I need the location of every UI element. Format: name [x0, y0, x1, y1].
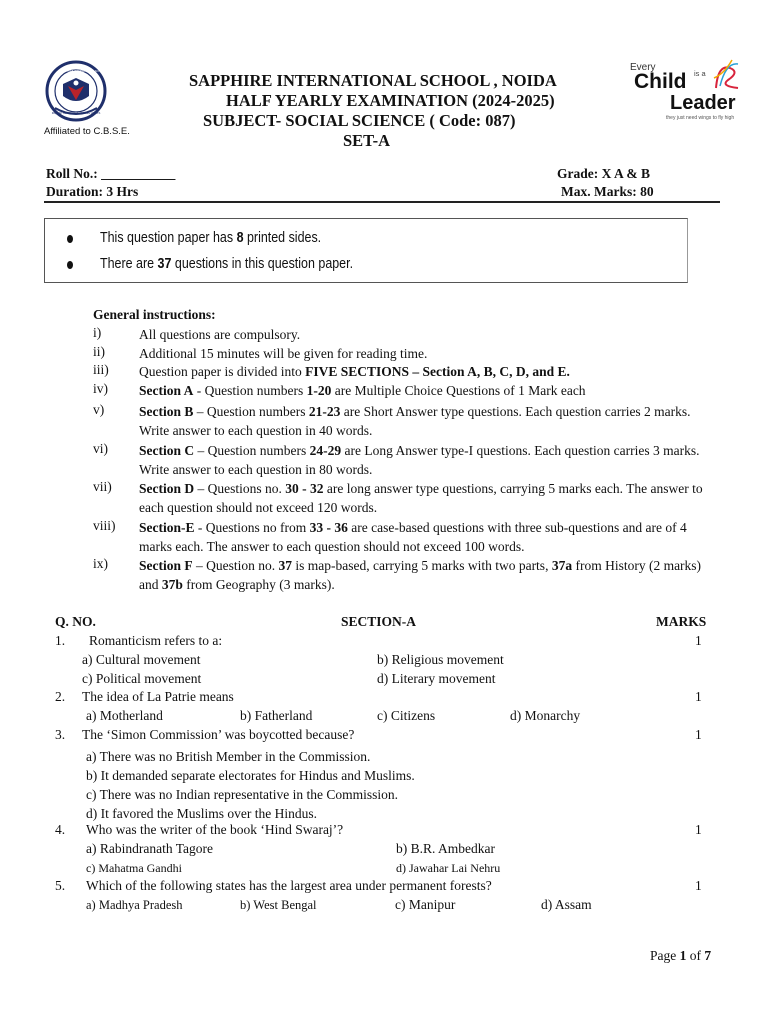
option-d: d) Assam	[541, 897, 592, 912]
instruction-text	[139, 479, 719, 517]
instruction-body: – Questions no.	[194, 481, 286, 496]
school-logo	[45, 60, 107, 124]
instruction-body: are Short Answer type questions. Each question carries 2 marks. Write answer to each question in 40 words.	[139, 404, 691, 438]
brand-child: Child	[634, 70, 687, 93]
info-line-pages	[100, 230, 321, 246]
instruction-bold: 37	[278, 558, 292, 573]
option-d: d) Monarchy	[510, 708, 581, 723]
option-b: b) Fatherland	[240, 708, 313, 723]
instruction-body: are Long Answer type-I questions. Each question carries 3 marks. Write answer to each question in 80 words.	[139, 443, 700, 477]
question-marks: 1	[695, 689, 702, 704]
question-marks: 1	[695, 633, 702, 648]
question-text: Who was the writer of the book ‘Hind Swaraj’?	[86, 822, 344, 837]
option-c: c) There was no Indian representative in the Commission.	[86, 787, 399, 802]
instruction-bold: 33 - 36	[309, 520, 348, 535]
logo-motto: INQUISITIVE MINDS & ABIDING VALUES	[51, 112, 101, 115]
logo-ring-text: SAPPHIRE INTERNATIONAL SCHOOL	[61, 70, 106, 73]
instruction-number: vi)	[93, 441, 108, 456]
qno-header: Q. NO.	[55, 614, 96, 629]
page-current: 1	[679, 948, 687, 963]
instruction-number: i)	[93, 325, 102, 340]
bullet-icon	[67, 261, 73, 269]
instruction-body: from Geography (3 marks).	[182, 577, 335, 592]
option-a: a) Motherland	[86, 708, 163, 723]
instruction-text	[139, 441, 719, 479]
instruction-bold: 1-20	[306, 383, 332, 398]
info-line2-bold: 37	[157, 256, 172, 272]
instruction-body: are case-based questions with three sub-questions and are of 4 marks each. The answer to each question should not exceed 100 words.	[139, 520, 687, 554]
option-a: a) Rabindranath Tagore	[86, 841, 214, 856]
option-b: b) It demanded separate electorates for Hindus and Muslims.	[86, 768, 415, 783]
max-marks-label: Max. Marks: 80	[561, 184, 654, 199]
question-number: 5.	[55, 878, 66, 893]
instruction-number: iii)	[93, 362, 109, 377]
info-line1-pre: This question paper has	[100, 230, 237, 246]
instruction-text	[139, 556, 719, 594]
question-marks: 1	[695, 822, 702, 837]
brand-every: Every	[630, 62, 656, 73]
instruction-text	[139, 518, 719, 556]
brand-logo	[630, 58, 742, 124]
instruction-bold: 30 - 32	[285, 481, 324, 496]
info-line2-pre: There are	[100, 256, 158, 272]
question-text: Which of the following states has the largest area under permanent forests?	[86, 878, 492, 893]
option-c: c) Manipur	[395, 897, 456, 912]
header-divider	[44, 201, 720, 203]
instruction-body: Additional 15 minutes will be given for reading time.	[139, 346, 428, 361]
instruction-body: – Question numbers	[194, 443, 310, 458]
instructions-title: General instructions:	[93, 307, 216, 322]
page-pre: Page	[650, 948, 680, 963]
option-c: c) Political movement	[82, 671, 202, 686]
info-line1-post: printed sides.	[243, 230, 322, 246]
instruction-number: ii)	[93, 344, 105, 359]
instruction-number: iv)	[93, 381, 108, 396]
page-number	[650, 948, 711, 964]
question-marks: 1	[695, 878, 702, 893]
brand-isa: is a	[694, 69, 706, 78]
option-d: d) Jawahar Lai Nehru	[396, 861, 501, 875]
bullet-icon	[67, 235, 73, 243]
instruction-body: All questions are compulsory.	[139, 327, 301, 342]
instruction-text	[139, 325, 719, 344]
instruction-body: Question paper is divided into	[139, 364, 306, 379]
instruction-bold: Section B	[139, 404, 194, 419]
option-b: b) West Bengal	[240, 898, 317, 912]
instruction-body: from History (2 marks) and	[139, 558, 702, 592]
info-box	[44, 218, 688, 283]
option-c: c) Citizens	[377, 708, 436, 723]
page-mid: of	[686, 948, 705, 963]
question-text: The idea of La Patrie means	[82, 689, 234, 704]
instruction-number: vii)	[93, 479, 112, 494]
instruction-body: - Questions no from	[194, 520, 310, 535]
instruction-bold: 21-23	[308, 404, 341, 419]
question-number: 2.	[55, 689, 66, 704]
instruction-number: viii)	[93, 518, 116, 533]
instruction-body: - Question numbers	[193, 383, 307, 398]
instruction-number: v)	[93, 402, 105, 417]
brand-ribbon-icon	[712, 58, 742, 92]
brand-leader: Leader	[670, 92, 736, 114]
marks-header: MARKS	[656, 614, 707, 629]
subject-title: SUBJECT- SOCIAL SCIENCE ( Code: 087)	[203, 111, 516, 130]
instruction-bold: Section A	[139, 383, 194, 398]
affiliation-text: Affiliated to C.B.S.E.	[44, 126, 130, 137]
instruction-bold: Section F	[139, 558, 193, 573]
instruction-body: are Multiple Choice Questions of 1 Mark each	[331, 383, 586, 398]
question-marks: 1	[695, 727, 702, 742]
roll-number-label: Roll No.: ___________	[46, 166, 176, 181]
instruction-body: is map-based, carrying 5 marks with two parts,	[292, 558, 552, 573]
instruction-text	[139, 344, 719, 363]
instruction-bold: FIVE SECTIONS – Section A, B, C, D, and E.	[305, 364, 570, 379]
instruction-text	[139, 402, 719, 440]
instruction-body: – Question no.	[192, 558, 279, 573]
instruction-number: ix)	[93, 556, 108, 571]
set-label: SET-A	[343, 131, 391, 150]
duration-label: Duration: 3 Hrs	[46, 184, 139, 199]
instruction-body: are long answer type questions, carrying 5 marks each. The answer to each question should not exceed 120 words.	[139, 481, 703, 515]
instruction-bold: 37b	[161, 577, 183, 592]
info-line-questions	[100, 256, 353, 272]
question-number: 3.	[55, 727, 66, 742]
exam-title: HALF YEARLY EXAMINATION (2024-2025)	[226, 91, 555, 110]
option-d: d) It favored the Muslims over the Hindus.	[86, 806, 317, 821]
info-line2-post: questions in this question paper.	[171, 256, 354, 272]
grade-label: Grade: X A & B	[557, 166, 650, 181]
brand-tagline: they just need wings to fly high	[666, 115, 735, 121]
question-text: Romanticism refers to a:	[89, 633, 223, 648]
question-number: 1.	[55, 633, 66, 648]
instruction-bold: Section C	[139, 443, 195, 458]
question-text: The ‘Simon Commission’ was boycotted because?	[82, 727, 355, 742]
instruction-text	[139, 362, 719, 381]
option-a: a) Cultural movement	[82, 652, 201, 667]
section-header: SECTION-A	[341, 614, 417, 629]
option-b: b) B.R. Ambedkar	[396, 841, 495, 856]
school-name: SAPPHIRE INTERNATIONAL SCHOOL , NOIDA	[189, 71, 557, 90]
option-a: a) There was no British Member in the Commission.	[86, 749, 371, 764]
instruction-bold: 24-29	[309, 443, 342, 458]
instruction-text	[139, 381, 719, 400]
instruction-bold: 37a	[551, 558, 573, 573]
instruction-bold: Section-E	[139, 520, 195, 535]
instruction-body: – Question numbers	[193, 404, 309, 419]
option-d: d) Literary movement	[377, 671, 496, 686]
option-b: b) Religious movement	[377, 652, 504, 667]
instruction-bold: Section D	[139, 481, 195, 496]
question-number: 4.	[55, 822, 66, 837]
info-line1-bold: 8	[236, 230, 244, 246]
option-c: c) Mahatma Gandhi	[86, 861, 182, 875]
option-a: a) Madhya Pradesh	[86, 898, 183, 912]
page-total: 7	[704, 948, 712, 963]
